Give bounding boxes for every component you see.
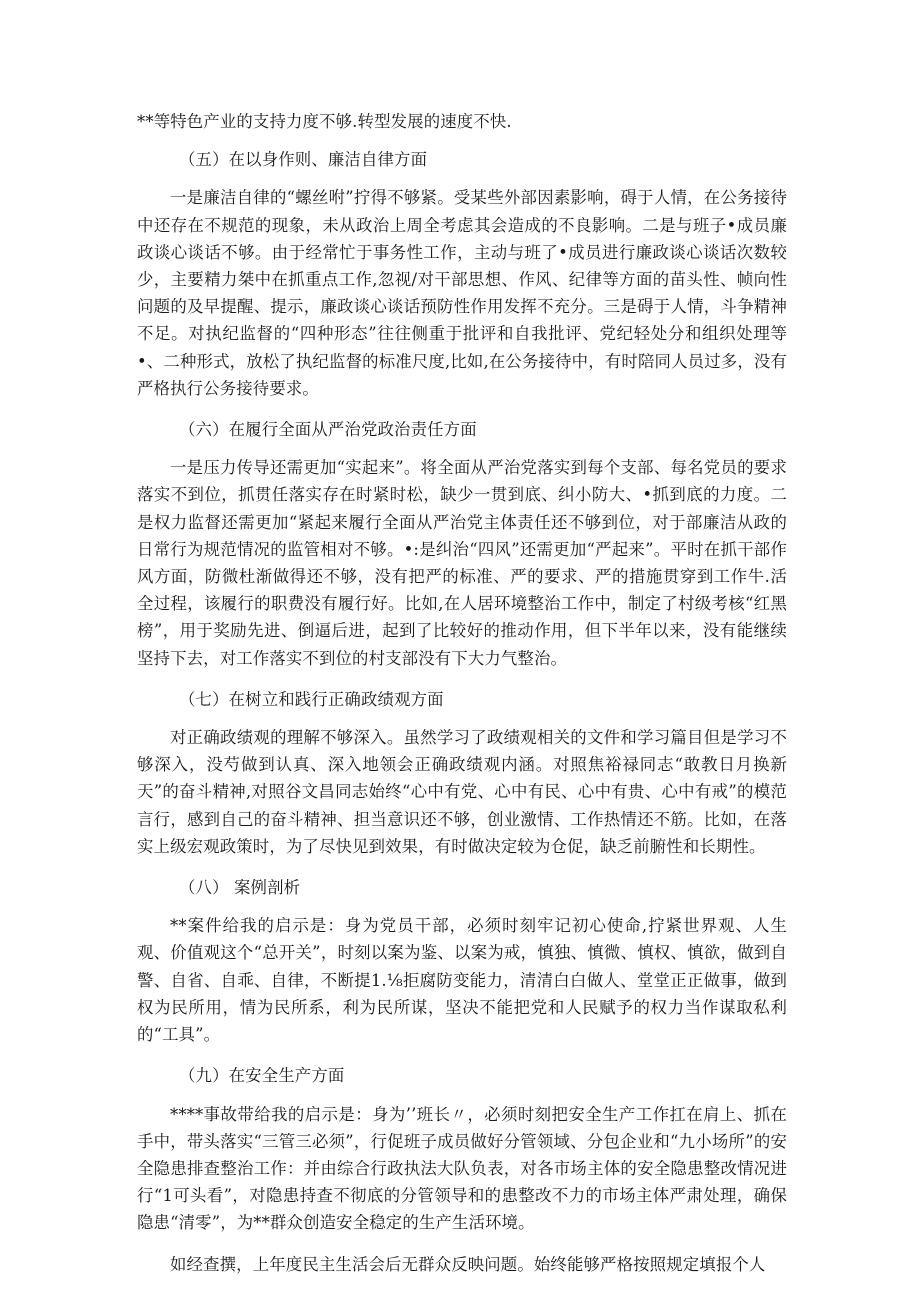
section-heading-6: （六）在履行全面从严治党政治责任方面 <box>179 420 477 440</box>
section-heading-5: （五）在以身作则、廉洁自律方面 <box>179 150 428 170</box>
section-body-7: 对正确政绩观的理解不够深入。虽然学习了政绩观相关的文件和学习篇目但是学习不够深入，没芍做到认真、深入地领会正确政绩观内涵。对照焦裕禄同志“敢教日月换新天”的奋斗精神,对照谷文昌同志始终“心中有党、心中有民、心中有贵、心中有戒”的模范言行，感到自己的奋斗精神、担当意识还不够，创业激情、工作热情还不筋。比如，在落实上级宏观政策时，为了尽快见到效果，有时做决定较为仓促，缺乏前腑性和长期性。 <box>137 728 787 856</box>
section-heading-9: （九）在安全生产方面 <box>179 1066 345 1086</box>
section-body-6: 一是压力传导还需更加“实起来”。将全面从严治党落实到每个支部、每名党员的要求落实不到位，抓贯任落实存在时紧时松，缺少一贯到底、纠小防大、•抓到底的力度。二是权力监督还需更加“紧起来履行全面从严治党主体责任还不够到位，对于部廉洁从政的日常行为规范情况的监管相对不够。•:是纠治“四风”还需更加“严起来”。平时在抓干部作风方面，防微杜渐做得还不够，没有把严的标准、严的要求、严的措施贯穿到工作牛.活全过程，该履行的职费没有履行好。比如,在人居环境整治工作中，制定了村级考核“红黑榜”，用于奖励先进、倒逼后进，起到了比较好的推动作用，但下半年以来，没有能继续坚持下去，对工作落实不到位的村支部没有下大力气整治。 <box>137 458 787 668</box>
section-body-9: ****事故带给我的启示是：身为’’班长〃，必须时刻把安全生产工作扛在肩上、抓在手中，带头落实“三管三必须”，行促班子成员做好分管领域、分包企业和“九小场所”的安全隐患排查整治工作：并由综合行政执法大队负表，对各市场主体的安全隐患整改情况进行“1可头看”，对隐患持查不彻底的分管领导和的患整改不力的市场主体严肃处理，确保隐患“清零”，为**群众创造安全稳定的生产生活环境。 <box>137 1104 787 1233</box>
document-page <box>137 108 787 1278</box>
closing-paragraph: 如经查撰，上年度民主生活会后无群众反映问题。始终能够严格按照规定填报个人 <box>170 1254 766 1274</box>
section-body-8: **案件给我的启示是：身为党员干部，必须时刻牢记初心使命,拧紧世界观、人生观、价值观这个“总开关”，时刻以案为鉴、以案为戒，慎独、慎微、慎权、慎欲，做到自警、自省、自乖、自律，不断提1.⅛拒腐防变能力，清清白白做人、堂堂正正做事，做到权为民所用，情为民所系，利为民所谋，坚决不能把党和人民赋予的权力当作谋取私利的“工具”。 <box>137 916 787 1045</box>
intro-paragraph: **等特色产业的支持力度不够.转型发展的速度不快. <box>137 112 512 131</box>
section-body-5: 一是廉洁自律的“螺丝咐”拧得不够紧。受某些外部因素影响，碍于人情，在公务接待中还存在不规范的现象，未从政治上周全考虑其会造成的不良影响。二是与班子•成员廉政谈心谈话不够。由于经常忙于事务性工作，主动与班了•成员进行廉政谈心谈话次数较少，主要精力桀中在抓重点工作,忽视/对干部思想、作风、纪律等方面的苗头性、帧向性问题的及早提醒、提示，廉政谈心谈话预防性作用发挥不充分。三是碍于人情，斗争精神不足。对执纪监督的“四种形态”往往侧重于批评和自我批评、党纪轻处分和组织处理等•、二种形式，放松了执纪监督的标准尺度,比如,在公务接待中，有时陪同人员过多，没有严格执行公务接待要求。 <box>137 188 787 398</box>
section-heading-8: （八） 案例剖析 <box>179 878 301 898</box>
section-heading-7: （七）在树立和践行正确政绩观方面 <box>179 689 444 709</box>
